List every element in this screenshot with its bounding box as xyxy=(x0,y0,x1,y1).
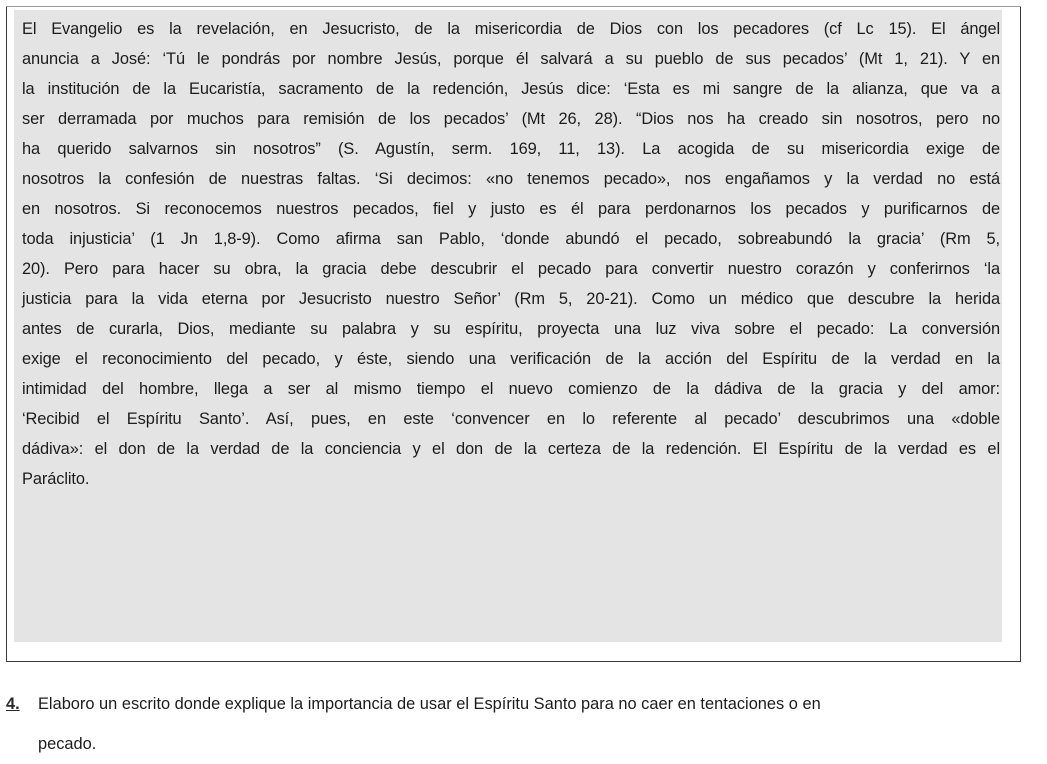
passage-line: ha querido salvarnos sin nosotros” (S. Agustín, serm. 169, 11, 13). La acogida de su misericordia exige de xyxy=(22,140,1000,158)
passage-line: anuncia a José: ‘Tú le pondrás por nombre Jesús, porque él salvará a su pueblo de sus pecados’ (Mt 1, 21). Y en xyxy=(22,50,1000,68)
activity-number: 4. xyxy=(6,695,20,713)
activity-line-1 xyxy=(6,684,1006,724)
passage-line: nosotros la confesión de nuestras faltas. ‘Si decimos: «no tenemos pecado», nos engañamos y la verdad no está xyxy=(22,170,1000,188)
passage-line: dádiva»: el don de la verdad de la conciencia y el don de la certeza de la redención. El Espíritu de la verdad es el xyxy=(22,440,1000,458)
passage-line: ser derramada por muchos para remisión de los pecados’ (Mt 26, 28). “Dios nos ha creado sin nosotros, pero no xyxy=(22,110,1000,128)
activity-line-2: pecado. xyxy=(38,735,97,753)
passage-line: la institución de la Eucaristía, sacramento de la redención, Jesús dice: ‘Esta es mi sangre de la alianza, que va a xyxy=(22,80,1000,98)
passage-line: ‘Recibid el Espíritu Santo’. Así, pues, en este ‘convencer en lo referente al pecado’ descubrimos una «doble xyxy=(22,410,1000,428)
passage-line: El Evangelio es la revelación, en Jesucristo, de la misericordia de Dios con los pecadores (cf Lc 15). El ángel xyxy=(22,20,1000,38)
activity-text: Elaboro un escrito donde explique la importancia de usar el Espíritu Santo para no caer en tentaciones o en xyxy=(38,695,821,713)
passage-line: antes de curarla, Dios, mediante su palabra y su espíritu, proyecta una luz viva sobre el pecado: La conversión xyxy=(22,320,1000,338)
activity-question xyxy=(6,684,1006,764)
reading-passage xyxy=(22,14,1000,494)
passage-line: justicia para la vida eterna por Jesucristo nuestro Señor’ (Rm 5, 20-21). Como un médico que descubre la herida xyxy=(22,290,1000,308)
passage-line: en nosotros. Si reconocemos nuestros pecados, fiel y justo es él para perdonarnos los pecados y purificarnos de xyxy=(22,200,1000,218)
passage-line: intimidad del hombre, llega a ser al mismo tiempo el nuevo comienzo de la dádiva de la gracia y del amor: xyxy=(22,380,1000,398)
passage-line-last: Paráclito. xyxy=(22,470,90,488)
passage-line: exige el reconocimiento del pecado, y éste, siendo una verificación de la acción del Espíritu de la verdad en la xyxy=(22,350,1000,368)
passage-line: toda injusticia’ (1 Jn 1,8-9). Como afirma san Pablo, ‘donde abundó el pecado, sobreabundó la gracia’ (Rm 5, xyxy=(22,230,1000,248)
passage-line: 20). Pero para hacer su obra, la gracia debe descubrir el pecado para convertir nuestro corazón y conferirnos ‘la xyxy=(22,260,1000,278)
